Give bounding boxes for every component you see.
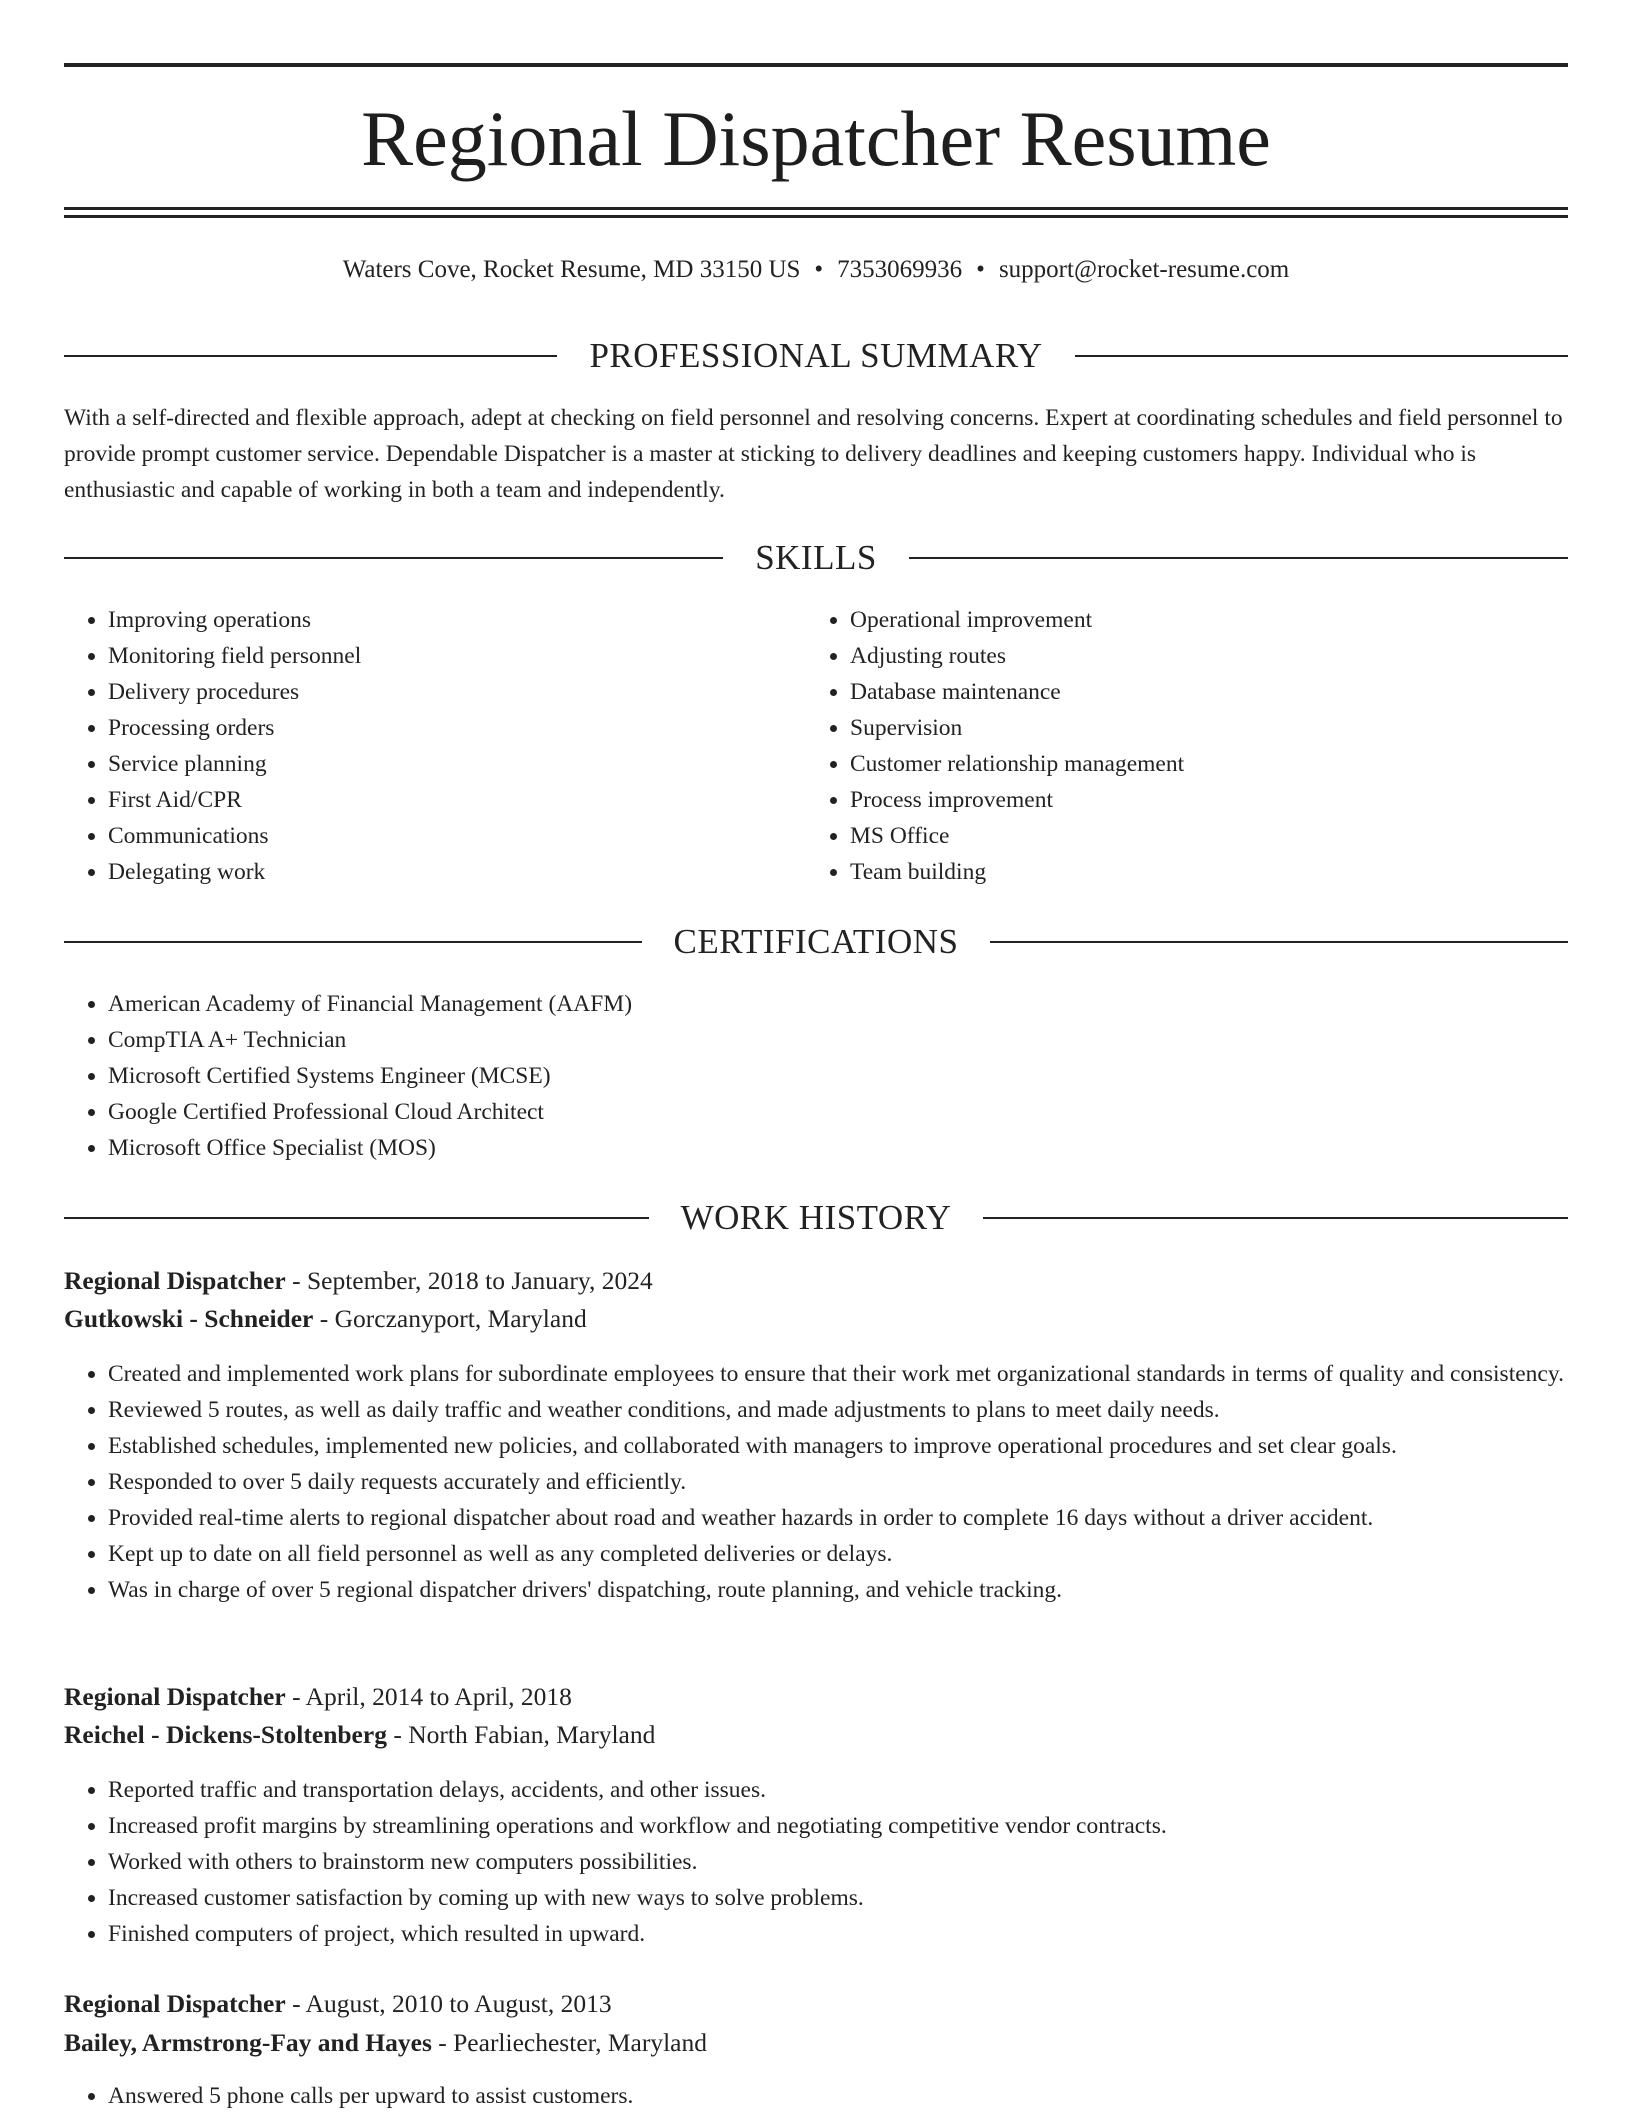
contact-separator: • xyxy=(976,256,985,283)
job-1-bullets xyxy=(64,1356,1568,1608)
summary-text: With a self-directed and flexible approach, adept at checking on field personnel and resolving concerns. Expert at coordinating schedules and field personnel to provide prompt customer service. Dependable Dispatcher is a master at sticking to delivery deadlines and keeping customers happy. Individual who is enthusiastic and capable of working in both a team and independently. xyxy=(64,405,1563,503)
list-item: • Increased profit margins by streamlining operations and workflow and negotiating competitive vendor contracts. xyxy=(108,1808,1568,1844)
list-item: • Process improvement xyxy=(850,782,1550,818)
job-role: Regional Dispatcher xyxy=(64,1682,286,1711)
heading-rule-right xyxy=(1075,355,1568,357)
job-role: Regional Dispatcher xyxy=(64,1989,286,2018)
list-item: • Microsoft Office Specialist (MOS) xyxy=(108,1130,1568,1166)
work-history-heading-label: WORK HISTORY xyxy=(680,1198,952,1237)
job-location: Gorczanyport, Maryland xyxy=(334,1304,587,1333)
list-item: • Processing orders xyxy=(108,710,808,746)
resume-title: Regional Dispatcher Resume xyxy=(361,95,1271,182)
job-3-company-line: Bailey, Armstrong-Fay and Hayes - Pearliechester, Maryland xyxy=(64,2028,707,2057)
list-item: • American Academy of Financial Management (AAFM) xyxy=(108,986,1568,1022)
contact-phone: 7353069936 xyxy=(837,256,963,283)
job-2-title-line: Regional Dispatcher - April, 2014 to April, 2018 xyxy=(64,1682,572,1711)
job-role: Regional Dispatcher xyxy=(64,1266,286,1295)
contact-separator: • xyxy=(814,256,824,283)
heading-rule-left xyxy=(64,941,642,943)
job-dates: August, 2010 to August, 2013 xyxy=(305,1989,612,2018)
job-company: Reichel - Dickens-Stoltenberg xyxy=(64,1720,387,1749)
heading-rule-right xyxy=(983,1217,1568,1219)
list-item: • Reported traffic and transportation delays, accidents, and other issues. xyxy=(108,1772,1568,1808)
list-item: • First Aid/CPR xyxy=(108,782,808,818)
list-item: • Finished computers of project, which resulted in upward. xyxy=(108,1916,1568,1952)
list-item: • Created and implemented work plans for subordinate employees to ensure that their work met organizational standards in terms of quality and consistency. xyxy=(108,1356,1568,1392)
job-location: North Fabian, Maryland xyxy=(408,1720,656,1749)
list-item: • Microsoft Certified Systems Engineer (MCSE) xyxy=(108,1058,1568,1094)
list-item: • Service planning xyxy=(108,746,808,782)
list-item: • Team building xyxy=(850,854,1550,890)
contact-line xyxy=(64,254,1568,286)
job-company: Bailey, Armstrong-Fay and Hayes xyxy=(64,2028,432,2057)
certifications-list xyxy=(64,986,1568,1166)
list-item: • Reviewed 5 routes, as well as daily traffic and weather conditions, and made adjustments to plans to meet daily needs. xyxy=(108,1392,1568,1428)
heading-rule-left xyxy=(64,557,723,559)
list-item: • Supervision xyxy=(850,710,1550,746)
list-item: • Communications xyxy=(108,818,808,854)
skills-heading-label: SKILLS xyxy=(755,538,877,577)
summary-heading-label: PROFESSIONAL SUMMARY xyxy=(589,336,1043,375)
list-item: • Google Certified Professional Cloud Architect xyxy=(108,1094,1568,1130)
job-dates: September, 2018 to January, 2024 xyxy=(306,1266,653,1295)
list-item: • Adjusting routes xyxy=(850,638,1550,674)
list-item: • Answered 5 phone calls per upward to assist customers. xyxy=(108,2078,1568,2114)
heading-rule-right xyxy=(909,557,1568,559)
list-item: • Increased customer satisfaction by coming up with new ways to solve problems. xyxy=(108,1880,1568,1916)
list-item: • Kept up to date on all field personnel as well as any completed deliveries or delays. xyxy=(108,1536,1568,1572)
job-company: Gutkowski - Schneider xyxy=(64,1304,314,1333)
list-item: • Provided real-time alerts to regional dispatcher about road and weather hazards in order to complete 16 days without a driver accident. xyxy=(108,1500,1568,1536)
contact-address: Waters Cove, Rocket Resume, MD 33150 US xyxy=(342,256,801,283)
list-item: • MS Office xyxy=(850,818,1550,854)
list-item: • Customer relationship management xyxy=(850,746,1550,782)
list-item: • Established schedules, implemented new policies, and collaborated with managers to improve operational procedures and set clear goals. xyxy=(108,1428,1568,1464)
header-bottom-rule-2 xyxy=(64,215,1568,218)
certifications-heading xyxy=(64,920,1568,964)
header-bottom-rule-1 xyxy=(64,207,1568,210)
job-dates: April, 2014 to April, 2018 xyxy=(305,1682,572,1711)
list-item: • Monitoring field personnel xyxy=(108,638,808,674)
list-item: • CompTIA A+ Technician xyxy=(108,1022,1568,1058)
list-item: • Delegating work xyxy=(108,854,808,890)
heading-rule-left xyxy=(64,1217,649,1219)
skills-heading xyxy=(64,536,1568,580)
heading-rule-right xyxy=(990,941,1568,943)
heading-rule-left xyxy=(64,355,557,357)
skills-list-right xyxy=(806,602,1550,890)
job-1-company-line: Gutkowski - Schneider - Gorczanyport, Maryland xyxy=(64,1304,587,1333)
list-item: • Responded to over 5 daily requests accurately and efficiently. xyxy=(108,1464,1568,1500)
list-item: • Improving operations xyxy=(108,602,808,638)
list-item: • Operational improvement xyxy=(850,602,1550,638)
job-1-title-line: Regional Dispatcher - September, 2018 to January, 2024 xyxy=(64,1266,653,1295)
job-2-company-line: Reichel - Dickens-Stoltenberg - North Fabian, Maryland xyxy=(64,1720,656,1749)
list-item: • Worked with others to brainstorm new computers possibilities. xyxy=(108,1844,1568,1880)
work-history-heading xyxy=(64,1196,1568,1240)
summary-heading xyxy=(64,334,1568,378)
job-3-bullets xyxy=(64,2078,1568,2114)
contact-email: support@rocket-resume.com xyxy=(998,256,1290,283)
job-3-title-line: Regional Dispatcher - August, 2010 to August, 2013 xyxy=(64,1989,612,2018)
header-top-rule xyxy=(64,63,1568,67)
list-item: • Was in charge of over 5 regional dispatcher drivers' dispatching, route planning, and vehicle tracking. xyxy=(108,1572,1568,1608)
list-item: • Delivery procedures xyxy=(108,674,808,710)
skills-list-left xyxy=(64,602,808,890)
list-item: • Database maintenance xyxy=(850,674,1550,710)
certifications-heading-label: CERTIFICATIONS xyxy=(673,922,959,961)
job-2-bullets xyxy=(64,1772,1568,1952)
job-location: Pearliechester, Maryland xyxy=(453,2028,707,2057)
